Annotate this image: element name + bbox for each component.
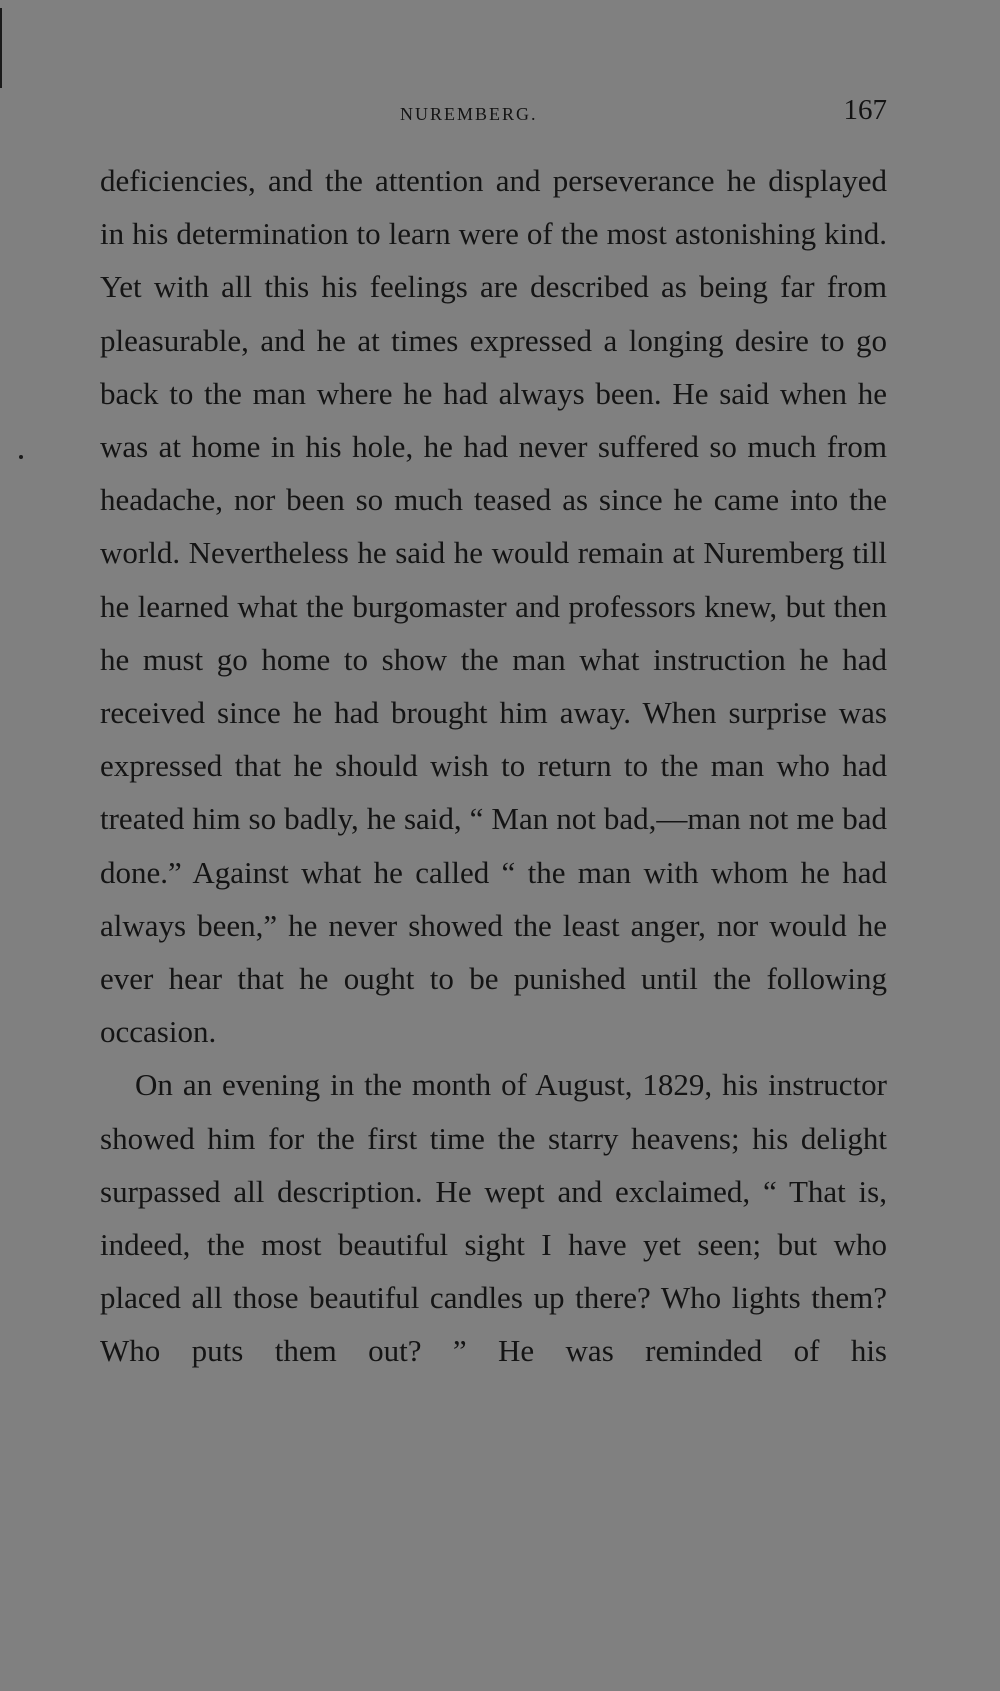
page-header [100, 94, 887, 134]
scan-speck [19, 455, 23, 459]
running-head: NUREMBERG. [400, 104, 538, 124]
paragraph-1: deficiencies, and the attention and perseverance he displayed in his determination to learn were of the most astonishing kind. Yet with all this his feelings are described as being far from pleasurable, and he at times expressed a longing desire to go back to the man where he had always been. He said when he was at home in his hole, he had never suffered so much from headache, nor been so much teased as since he came into the world. Nevertheless he said he would remain at Nuremberg till he learned what the burgomaster and professors knew, but then he must go home to show the man what instruction he had received since he had brought him away. When surprise was expressed that he should wish to return to the man who had treated him so badly, he said, “ Man not bad,—man not me bad done.” Against what he called “ the man with whom he had always been,” he never showed the least anger, nor would he ever hear that he ought to be punished until the following occasion. [100, 163, 887, 1050]
book-page [100, 94, 887, 1378]
body-text [100, 154, 887, 1378]
scan-edge-mark [0, 8, 2, 88]
paragraph-2: On an evening in the month of August, 1829, his instructor showed him for the first time the starry heavens; his delight surpassed all description. He wept and exclaimed, “ That is, indeed, the most beautiful sight I have yet seen; but who placed all those beautiful candles up there? Who lights them? Who puts them out? ” He was reminded of his [100, 1067, 887, 1369]
page-number: 167 [843, 94, 887, 126]
